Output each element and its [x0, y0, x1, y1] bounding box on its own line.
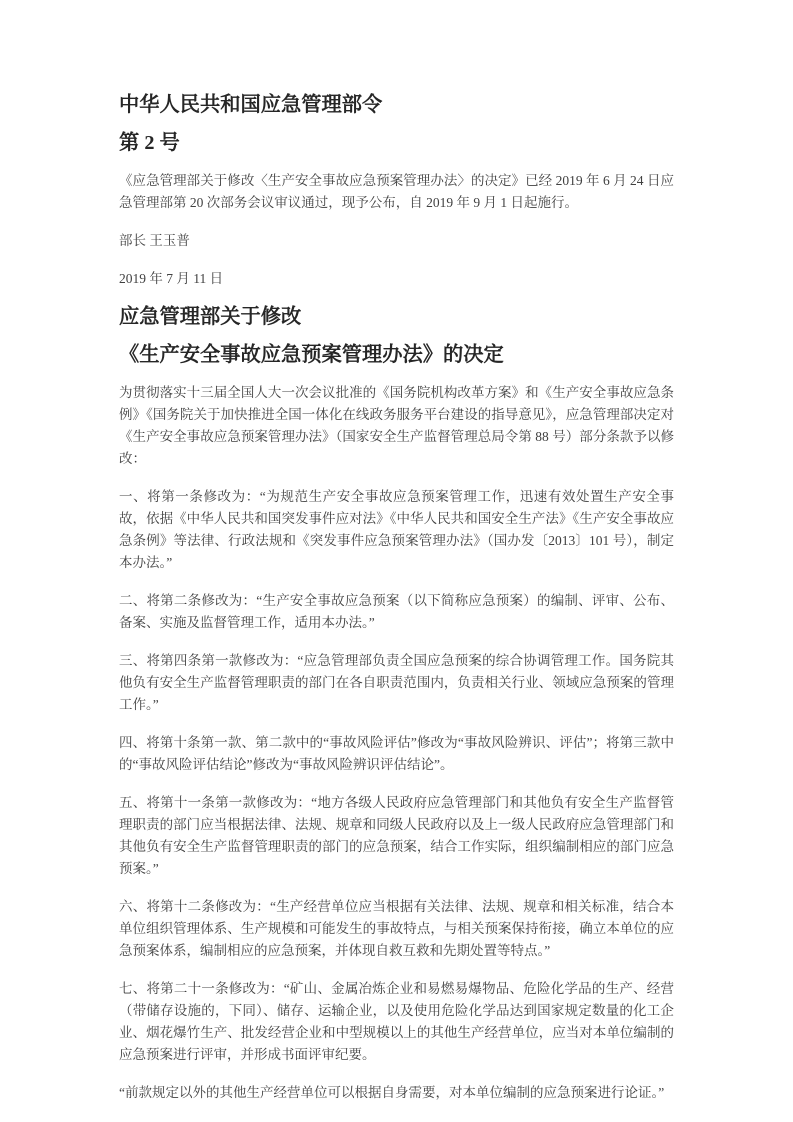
document-paragraph: 六、将第十二条修改为：“生产经营单位应当根据有关法律、法规、规章和相关标准，结合本单位组织管理体系、生产规模和可能发生的事故特点，与相关预案保持衔接，确立本单位的应急预案体系，编制相应的应急预案，并体现自救互救和先期处置等特点。”	[119, 899, 674, 958]
document-paragraph: “前款规定以外的其他生产经营单位可以根据自身需要，对本单位编制的应急预案进行论证。”	[119, 1085, 665, 1100]
document-paragraph: 七、将第二十一条修改为：“矿山、金属冶炼企业和易燃易爆物品、危险化学品的生产、经营（带储存设施的，下同）、储存、运输企业，以及使用危险化学品达到国家规定数量的化工企业、烟花爆竹生产、批发经营企业和中型规模以上的其他生产经营单位，应当对本单位编制的应急预案进行评审，并形成书面评审纪要。	[119, 981, 674, 1062]
document-paragraph: 五、将第十一条第一款修改为：“地方各级人民政府应急管理部门和其他负有安全生产监督管理职责的部门应当根据法律、法规、规章和同级人民政府以及上一级人民政府应急管理部门和其他负有安全生产监督管理职责的部门的应急预案，结合工作实际，组织编制相应的部门应急预案。”	[119, 795, 674, 876]
document-paragraph: 《应急管理部关于修改〈生产安全事故应急预案管理办法〉的决定》已经 2019 年 6 月 24 日应急管理部第 20 次部务会议审议通过，现予公布，自 2019 年 9 月 1 日起施行。	[119, 173, 674, 210]
document-heading: 应急管理部关于修改	[119, 306, 302, 328]
document-paragraph: 部长 王玉普	[119, 233, 190, 248]
document-paragraph: 2019 年 7 月 11 日	[119, 271, 224, 286]
document-paragraph: 为贯彻落实十三届全国人大一次会议批准的《国务院机构改革方案》和《生产安全事故应急条例》《国务院关于加快推进全国一体化在线政务服务平台建设的指导意见》，应急管理部决定对《生产安全事故应急预案管理办法》（国家安全生产监督管理总局令第 88 号）部分条款予以修改：	[119, 385, 674, 466]
document-heading: 中华人民共和国应急管理部令	[119, 94, 383, 116]
document-paragraph: 二、将第二条修改为：“生产安全事故应急预案（以下简称应急预案）的编制、评审、公布、备案、实施及监督管理工作，适用本办法。”	[119, 593, 674, 630]
document-heading: 《生产安全事故应急预案管理办法》的决定	[119, 344, 504, 366]
document-heading: 第 2 号	[119, 132, 180, 154]
document-paragraph: 一、将第一条修改为：“为规范生产安全事故应急预案管理工作，迅速有效处置生产安全事故，依据《中华人民共和国突发事件应对法》《中华人民共和国安全生产法》《生产安全事故应急条例》等法律、行政法规和《突发事件应急预案管理办法》（国办发〔2013〕101 号），制定本办法。”	[119, 489, 674, 570]
document-paragraph: 四、将第十条第一款、第二款中的“事故风险评估”修改为“事故风险辨识、评估”；将第三款中的“事故风险评估结论”修改为“事故风险辨识评估结论”。	[119, 735, 674, 772]
document-body	[119, 94, 674, 1104]
document-paragraph: 三、将第四条第一款修改为：“应急管理部负责全国应急预案的综合协调管理工作。国务院其他负有安全生产监督管理职责的部门在各自职责范围内，负责相关行业、领域应急预案的管理工作。”	[119, 653, 674, 712]
